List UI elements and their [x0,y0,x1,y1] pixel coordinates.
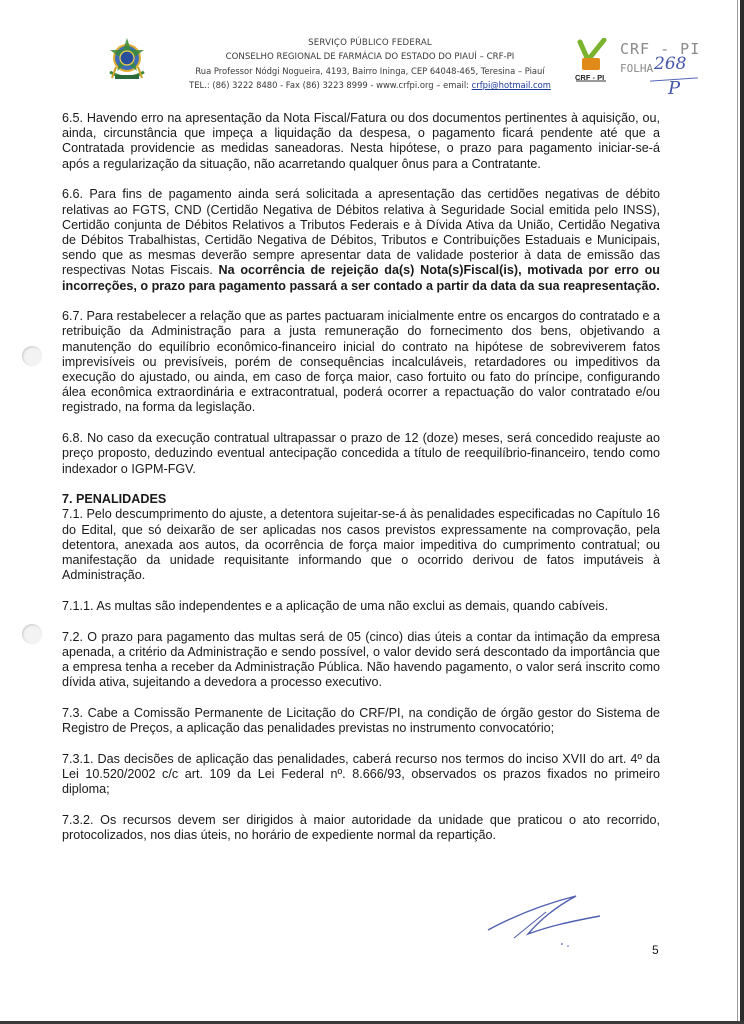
punch-hole [22,346,42,366]
header-council: CONSELHO REGIONAL DE FARMÁCIA DO ESTADO DO PIAUÍ – CRF-PI [225,52,515,62]
scan-right-edge [740,0,744,1024]
clause-6-6-bold: Na ocorrência de rejeição da(s) Nota(s)Fiscal(is), motivada por erro ou incorreções, o prazo para pagamento passará a ser contado a partir da data da sua reapresentação. [62,263,660,293]
clause-6-5: 6.5. Havendo erro na apresentação da Nota Fiscal/Fatura ou dos documentos pertinentes à aquisição, ou, ainda, circunstância que impeça a liquidação da despesa, o pagamento ficará pendente até que a Contratada providencie as medidas saneadoras. Nesta hipótese, o prazo para pagamento iniciar-se-á após a regularização da situação, não acarretando qualquer ônus para a Contratante. [62,111,660,171]
scan-right-line [737,0,738,1024]
letterhead [160,36,580,92]
clause-6-8: 6.8. No caso da execução contratual ultrapassar o prazo de 12 (doze) meses, será concedido reajuste ao preço proposto, deduzindo eventual antecipação concedida a título de reequilíbrio-financeiro, tendo como indexador o IGPM-FGV. [62,431,660,476]
stamp-page-number: 268 [654,54,687,74]
header-email-link[interactable]: crfpi@hotmail.com [471,80,551,90]
clause-7-3-2: 7.3.2. Os recursos devem ser dirigidos à maior autoridade da unidade que praticou o ato recorrido, protocolizados, nos dias úteis, no horário de expediente normal da repartição. [62,813,660,843]
clause-7-1: 7.1. Pelo descumprimento do ajuste, a detentora sujeitar-se-á às penalidades especificadas no Capítulo 16 do Edital, que só deixarão de ser aplicadas nos casos previstos expressamente na comprovação, pela detentora, anexada aos autos, da ocorrência de força maior impeditiva do cumprimento contratual; ou manifestação da unidade requisitante informando que o ocorrido derivou de fatos imputáveis à Administração. [62,507,660,583]
clause-7-1-1: 7.1.1. As multas são independentes e a aplicação de uma não exclui as demais, quando cabíveis. [62,598,609,613]
punch-hole [22,624,42,644]
header-service: SERVIÇO PÚBLICO FEDERAL [308,38,432,48]
brazil-coat-of-arms-icon [102,34,152,84]
clause-6-7: 6.7. Para restabelecer a relação que as partes pactuaram inicialmente entre os encargos do contratado e a retribuição da Administração para a justa remuneração do fornecimento dos bens, objetivando a manutenção do equilíbrio econômico-financeiro inicial do contrato na hipótese de sobreviverem fatos imprevisíveis ou previsíveis, porém de consequências incalculáveis, retardadores ou impeditivos da execução do ajustado, ou ainda, em caso de força maior, caso fortuito ou fato do príncipe, configurando álea econômica extraordinária e extracontratual, poderá ocorrer a repactuação do valor contratado e/ou registrado, na forma da legislação. [62,309,660,415]
page-number: 5 [652,943,659,957]
header-address: Rua Professor Nódgi Nogueira, 4193, Bairro Ininga, CEP 64048-465, Teresina – Piauí [195,66,545,76]
clause-7-3-1: 7.3.1. Das decisões de aplicação das penalidades, caberá recurso nos termos do inciso XVII do art. 4º da Lei 10.520/2002 c/c art. 109 da Lei Federal nº. 8.666/93, observados os prazos fixados no primeiro diploma; [62,751,660,797]
document-body [62,111,660,843]
clause-6-6 [62,187,660,293]
header-phone: TEL.: (86) 3222 8480 - Fax (86) 3223 8999 - www.crfpi.org – email: [189,80,472,90]
clause-6-6-text: 6.6. Para fins de pagamento ainda será solicitada a apresentação das certidões negativas de débito relativas ao FGTS, CND (Certidão Negativa de Débitos relativa à Seguridade Social emitida pelo INSS), Certidão conjunta de Débitos Relativos a Tributos Federais e à Dívida Ativa da União, Certidão Negativa de Débitos Trabalhistas, Certidão Negativa de Débitos, Tributos e Contribuições Estaduais e Municipais, sendo que as mesmas deverão sempre apresentar data de validade posterior à data de emissão das respectivas Notas Fiscais. [62,187,660,278]
stamp-label: FOLHA [620,62,654,75]
header-contact [160,78,580,92]
handwritten-signature [484,886,604,956]
stamp-org: CRF - PI [620,40,701,58]
stamp-initial: P [668,78,681,99]
section-7-title: 7. PENALIDADES [62,492,167,507]
crf-logo-label: CRF - PI [575,73,605,82]
clause-7-2: 7.2. O prazo para pagamento das multas será de 05 (cinco) dias úteis a contar da intimação da empresa apenada, a critério da Administração e sendo possível, o valor devido será descontado da importância que a empresa tenha a receber da Administração Pública. Não havendo pagamento, o valor será inscrito como dívida ativa, sujeitando a devedora a processo executivo. [62,629,660,690]
clause-7-3: 7.3. Cabe a Comissão Permanente de Licitação do CRF/PI, na condição de órgão gestor do Sistema de Registro de Preços, a aplicação das penalidades previstas no instrumento convocatório; [62,706,660,736]
